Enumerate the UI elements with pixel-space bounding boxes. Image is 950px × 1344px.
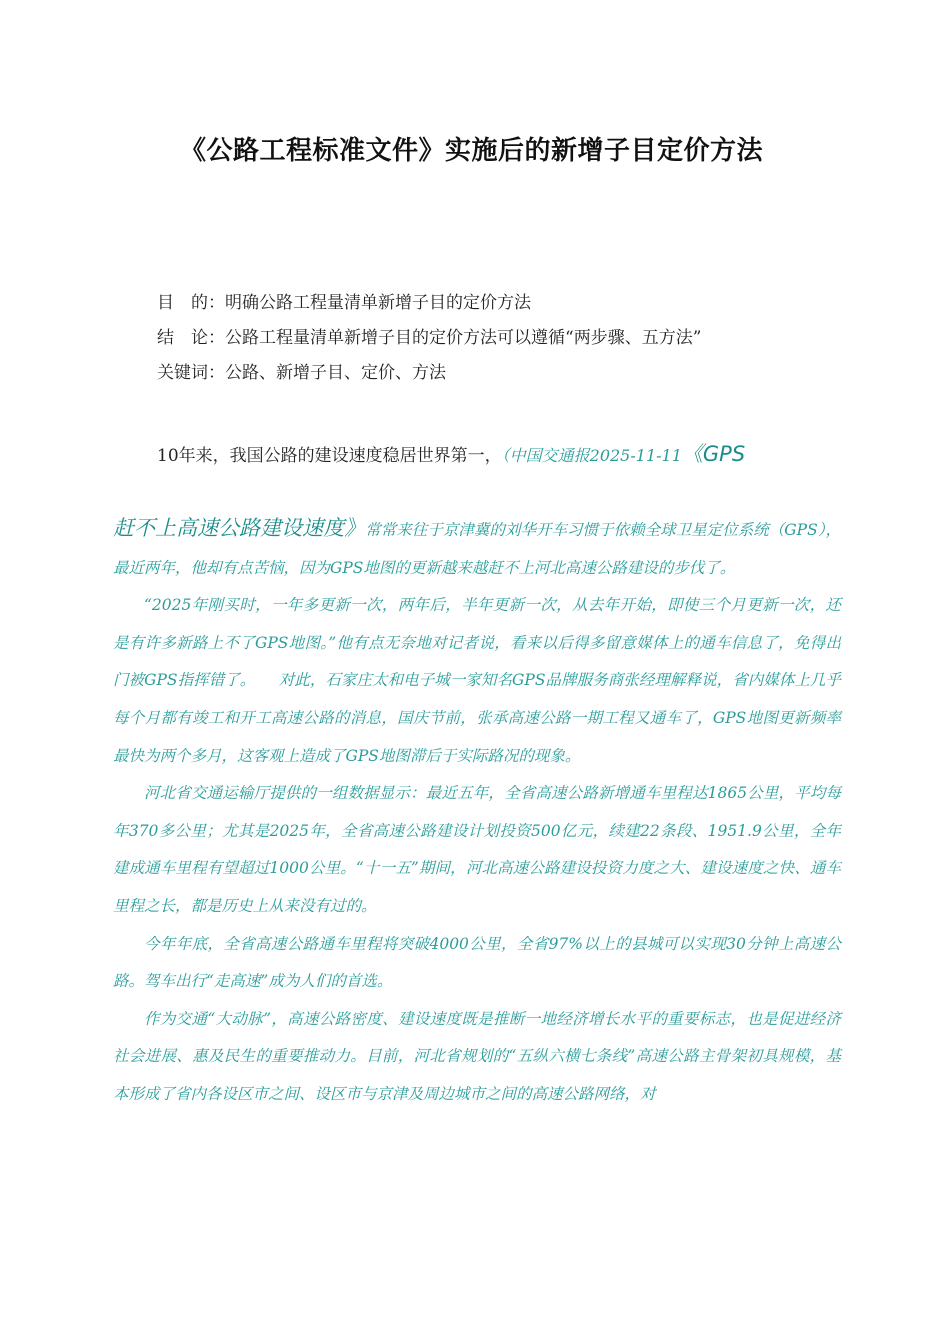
keywords-label: 关键词： [157,363,225,383]
keywords-line [157,358,857,383]
conclusion-label: 结 论： [157,328,225,348]
keywords-text: 公路、新增子目、定价、方法 [225,363,446,383]
article-paragraph: “2025年刚买时，一年多更新一次，两年后，半年更新一次，从去年开始，即使三个月更新一次，还是有许多新路上不了GPS地图。”他有点无奈地对记者说，看来以后得多留意媒体上的通车信息了，免得出门被GPS指挥错了。 对此，石家庄太和电子城一家知名GPS品牌服务商张经理解释说，省内媒体上几乎每个月都有竣工和开工高速公路的消息，国庆节前，张承高速公路一期工程又通车了，GPS地图更新频率最快为两个多月，这客观上造成了GPS地图滞后于实际路况的现象。 [113,596,841,765]
article-paragraph: 今年年底，全省高速公路通车里程将突破4000公里，全省97%以上的县城可以实现30分钟上高速公路。驾车出行“走高速”成为人们的首选。 [113,934,841,991]
purpose-text: 明确公路工程量清单新增子目的定价方法 [225,293,531,313]
purpose-line [157,288,857,313]
conclusion-text: 公路工程量清单新增子目的定价方法可以遵循“两步骤、五方法” [225,328,702,348]
article-paragraph: 作为交通“大动脉”，高速公路密度、建设速度既是推断一地经济增长水平的重要标志，也是促进经济社会进展、惠及民生的重要推动力。目前，河北省规划的“五纵六横七条线”高速公路主骨架初具规模，基本形成了省内各设区市之间、设区市与京津及周边城市之间的高速公路网络，对 [113,1009,841,1103]
article-paragraph-text: 常常来往于京津冀的刘华开车习惯于依赖全球卫星定位系统（GPS），最近两年，他却有点苦恼，因为GPS地图的更新越来越赶不上河北高速公路建设的步伐了。 [113,521,842,577]
conclusion-line [157,323,857,348]
intro-text: 10年来，我国公路的建设速度稳居世界第一， [157,446,502,466]
article-paragraph [113,510,841,587]
intro-citation-title: 《GPS [681,442,746,466]
purpose-label: 目 的： [157,293,225,313]
document-title: 《公路工程标准文件》实施后的新增子目定价方法 [180,136,764,166]
intro-line [157,438,847,468]
article-lead-title: 赶不上高速公路建设速度》 [113,516,366,540]
article-paragraph: 河北省交通运输厅提供的一组数据显示：最近五年，全省高速公路新增通车里程达1865公里，平均每年370多公里；尤其是2025年，全省高速公路建设计划投资500亿元，续建22条段、1951.9公里，全年建成通车里程有望超过1000公里。“十一五”期间，河北高速公路建设投资力度之大、建设速度之快、通车里程之长，都是历史上从来没有过的。 [113,784,841,915]
article-body [113,510,841,1114]
intro-citation: （中国交通报2025-11-11 [501,446,682,465]
